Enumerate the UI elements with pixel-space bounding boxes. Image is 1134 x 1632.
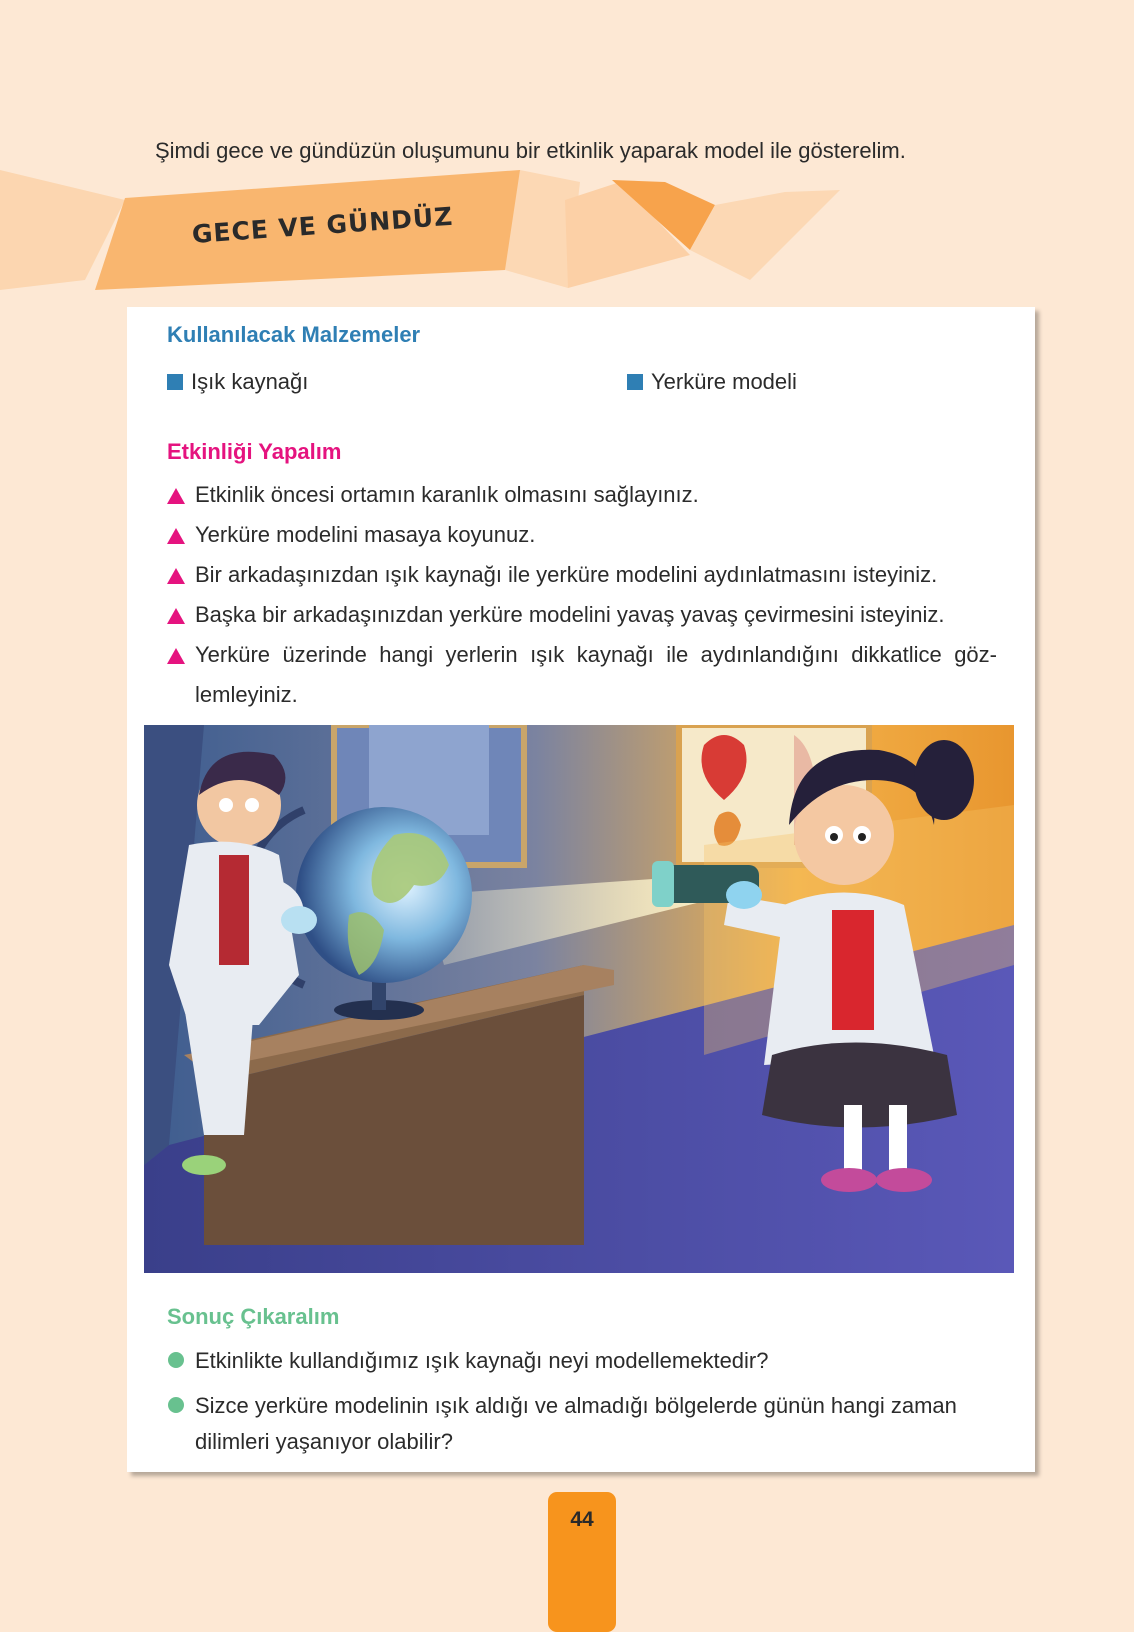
step-text: Başka bir arkadaşınızdan yerküre modelini yavaş yavaş çevirmesini isteyiniz. xyxy=(195,602,945,627)
question-text: Etkinlikte kullandığımız ışık kaynağı neyi modellemektedir? xyxy=(195,1348,769,1373)
step-text: Yerküre modelini masaya koyunuz. xyxy=(195,522,536,547)
question-text: Sizce yerküre modelinin ışık aldığı ve almadığı bölgelerde günün hangi zaman dilimleri yaşanıyor olabilir? xyxy=(195,1393,957,1454)
activity-card xyxy=(127,307,1035,1472)
activity-heading: Etkinliği Yapalım xyxy=(167,439,342,464)
material-label: Yerküre modeli xyxy=(651,369,797,394)
step-text: Etkinlik öncesi ortamın karanlık olmasını sağlayınız. xyxy=(195,482,699,507)
page-number: 44 xyxy=(570,1508,594,1531)
step-text: Bir arkadaşınızdan ışık kaynağı ile yerküre modelini aydınlatmasını isteyiniz. xyxy=(195,562,938,587)
circle-bullet-icon xyxy=(168,1352,184,1368)
list-item xyxy=(167,595,997,635)
triangle-bullet-icon xyxy=(167,568,185,584)
list-item xyxy=(167,475,997,515)
conclusion-questions xyxy=(167,1343,997,1469)
conclusion-heading: Sonuç Çıkaralım xyxy=(167,1304,340,1329)
list-item xyxy=(167,1343,997,1379)
intro-text: Şimdi gece ve gündüzün oluşumunu bir etkinlik yaparak model ile gösterelim. xyxy=(155,138,906,163)
classroom-illustration xyxy=(144,725,1014,1273)
materials-heading: Kullanılacak Malzemeler xyxy=(167,322,421,347)
triangle-bullet-icon xyxy=(167,648,185,664)
material-item-light-source xyxy=(167,369,308,395)
list-item xyxy=(167,1388,997,1460)
triangle-bullet-icon xyxy=(167,608,185,624)
circle-bullet-icon xyxy=(168,1397,184,1413)
square-bullet-icon xyxy=(167,374,183,390)
banner-title: GECE VE GÜNDÜZ xyxy=(190,201,455,249)
activity-steps xyxy=(167,475,997,715)
material-label: Işık kaynağı xyxy=(191,369,309,394)
triangle-bullet-icon xyxy=(167,488,185,504)
square-bullet-icon xyxy=(627,374,643,390)
list-item xyxy=(167,555,997,595)
list-item xyxy=(167,515,997,555)
step-text: Yerküre üzerinde hangi yerlerin ışık kaynağı ile aydınlandığını dikkatlice göz-lemleyiniz. xyxy=(195,642,997,707)
list-item xyxy=(167,635,997,715)
triangle-bullet-icon xyxy=(167,528,185,544)
material-item-globe-model xyxy=(627,369,797,395)
banner-ribbon xyxy=(0,170,870,310)
